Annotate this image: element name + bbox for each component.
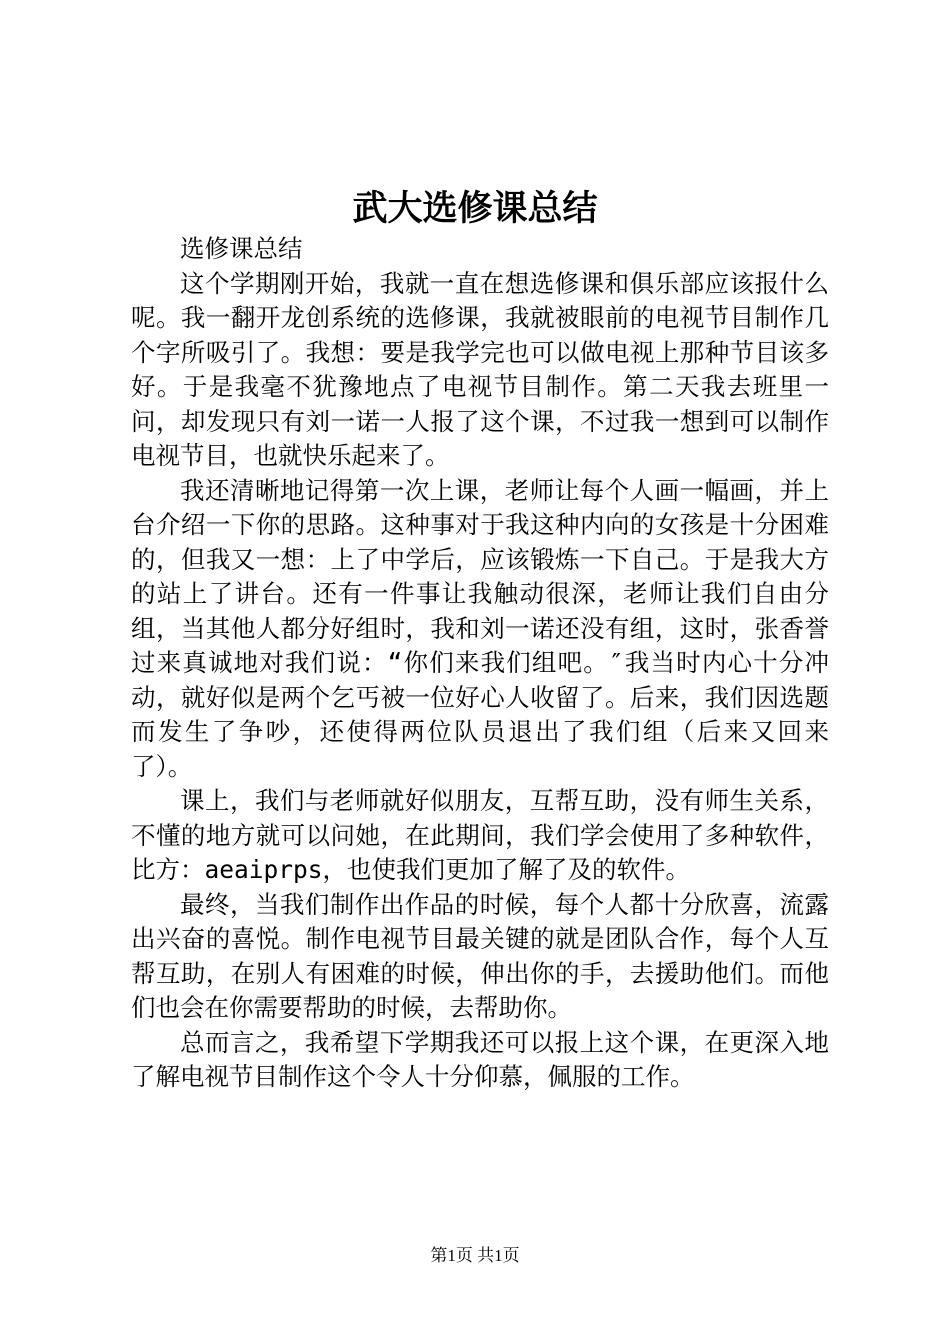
document-body xyxy=(131,232,829,1095)
paragraph-first-class: 我还清晰地记得第一次上课，老师让每个人画一幅画，并上台介绍一下你的思路。这种事对于我这种内向的女孩是十分困难的，但我又一想：上了中学后，应该锻炼一下自己。于是我大方的站上了讲台。还有一件事让我触动很深，老师让我们自由分组，当其他人都分好组时，我和刘一诺还没有组，这时，张香誉过来真诚地对我们说：“你们来我们组吧。″我当时内心十分冲动，就好似是两个乞丐被一位好心人收留了。后来，我们因选题而发生了争吵，还使得两位队员退出了我们组（后来又回来了）。 xyxy=(131,475,829,781)
paragraph-conclusion: 总而言之，我希望下学期我还可以报上这个课，在更深入地了解电视节目制作这个令人十分仰慕，佩服的工作。 xyxy=(131,1027,829,1091)
paragraph-in-class: 课上，我们与老师就好似朋友，互帮互助，没有师生关系，不懂的地方就可以问她，在此期间，我们学会使用了多种软件，比方：aeaiprps，也使我们更加了解了及的软件。 xyxy=(131,786,829,884)
document-title: 武大选修课总结 xyxy=(352,188,598,229)
paragraph-subtitle: 选修课总结 xyxy=(180,234,303,263)
paragraph-final-work: 最终，当我们制作出作品的时候，每个人都十分欣喜，流露出兴奋的喜悦。制作电视节目最关键的就是团队合作，每个人互帮互助，在别人有困难的时候，伸出你的手，去援助他们。而他们也会在你需要帮助的时候，去帮助你。 xyxy=(131,889,829,1022)
paragraph-intro: 这个学期刚开始，我就一直在想选修课和俱乐部应该报什么呢。我一翻开龙创系统的选修课，我就被眼前的电视节目制作几个字所吸引了。我想：要是我学完也可以做电视上那种节目该多好。于是我毫不犹豫地点了电视节目制作。第二天我去班里一问，却发现只有刘一诺一人报了这个课，不过我一想到可以制作电视节目，也就快乐起来了。 xyxy=(131,268,829,470)
page-number-footer: 第1页 共1页 xyxy=(430,1246,520,1265)
